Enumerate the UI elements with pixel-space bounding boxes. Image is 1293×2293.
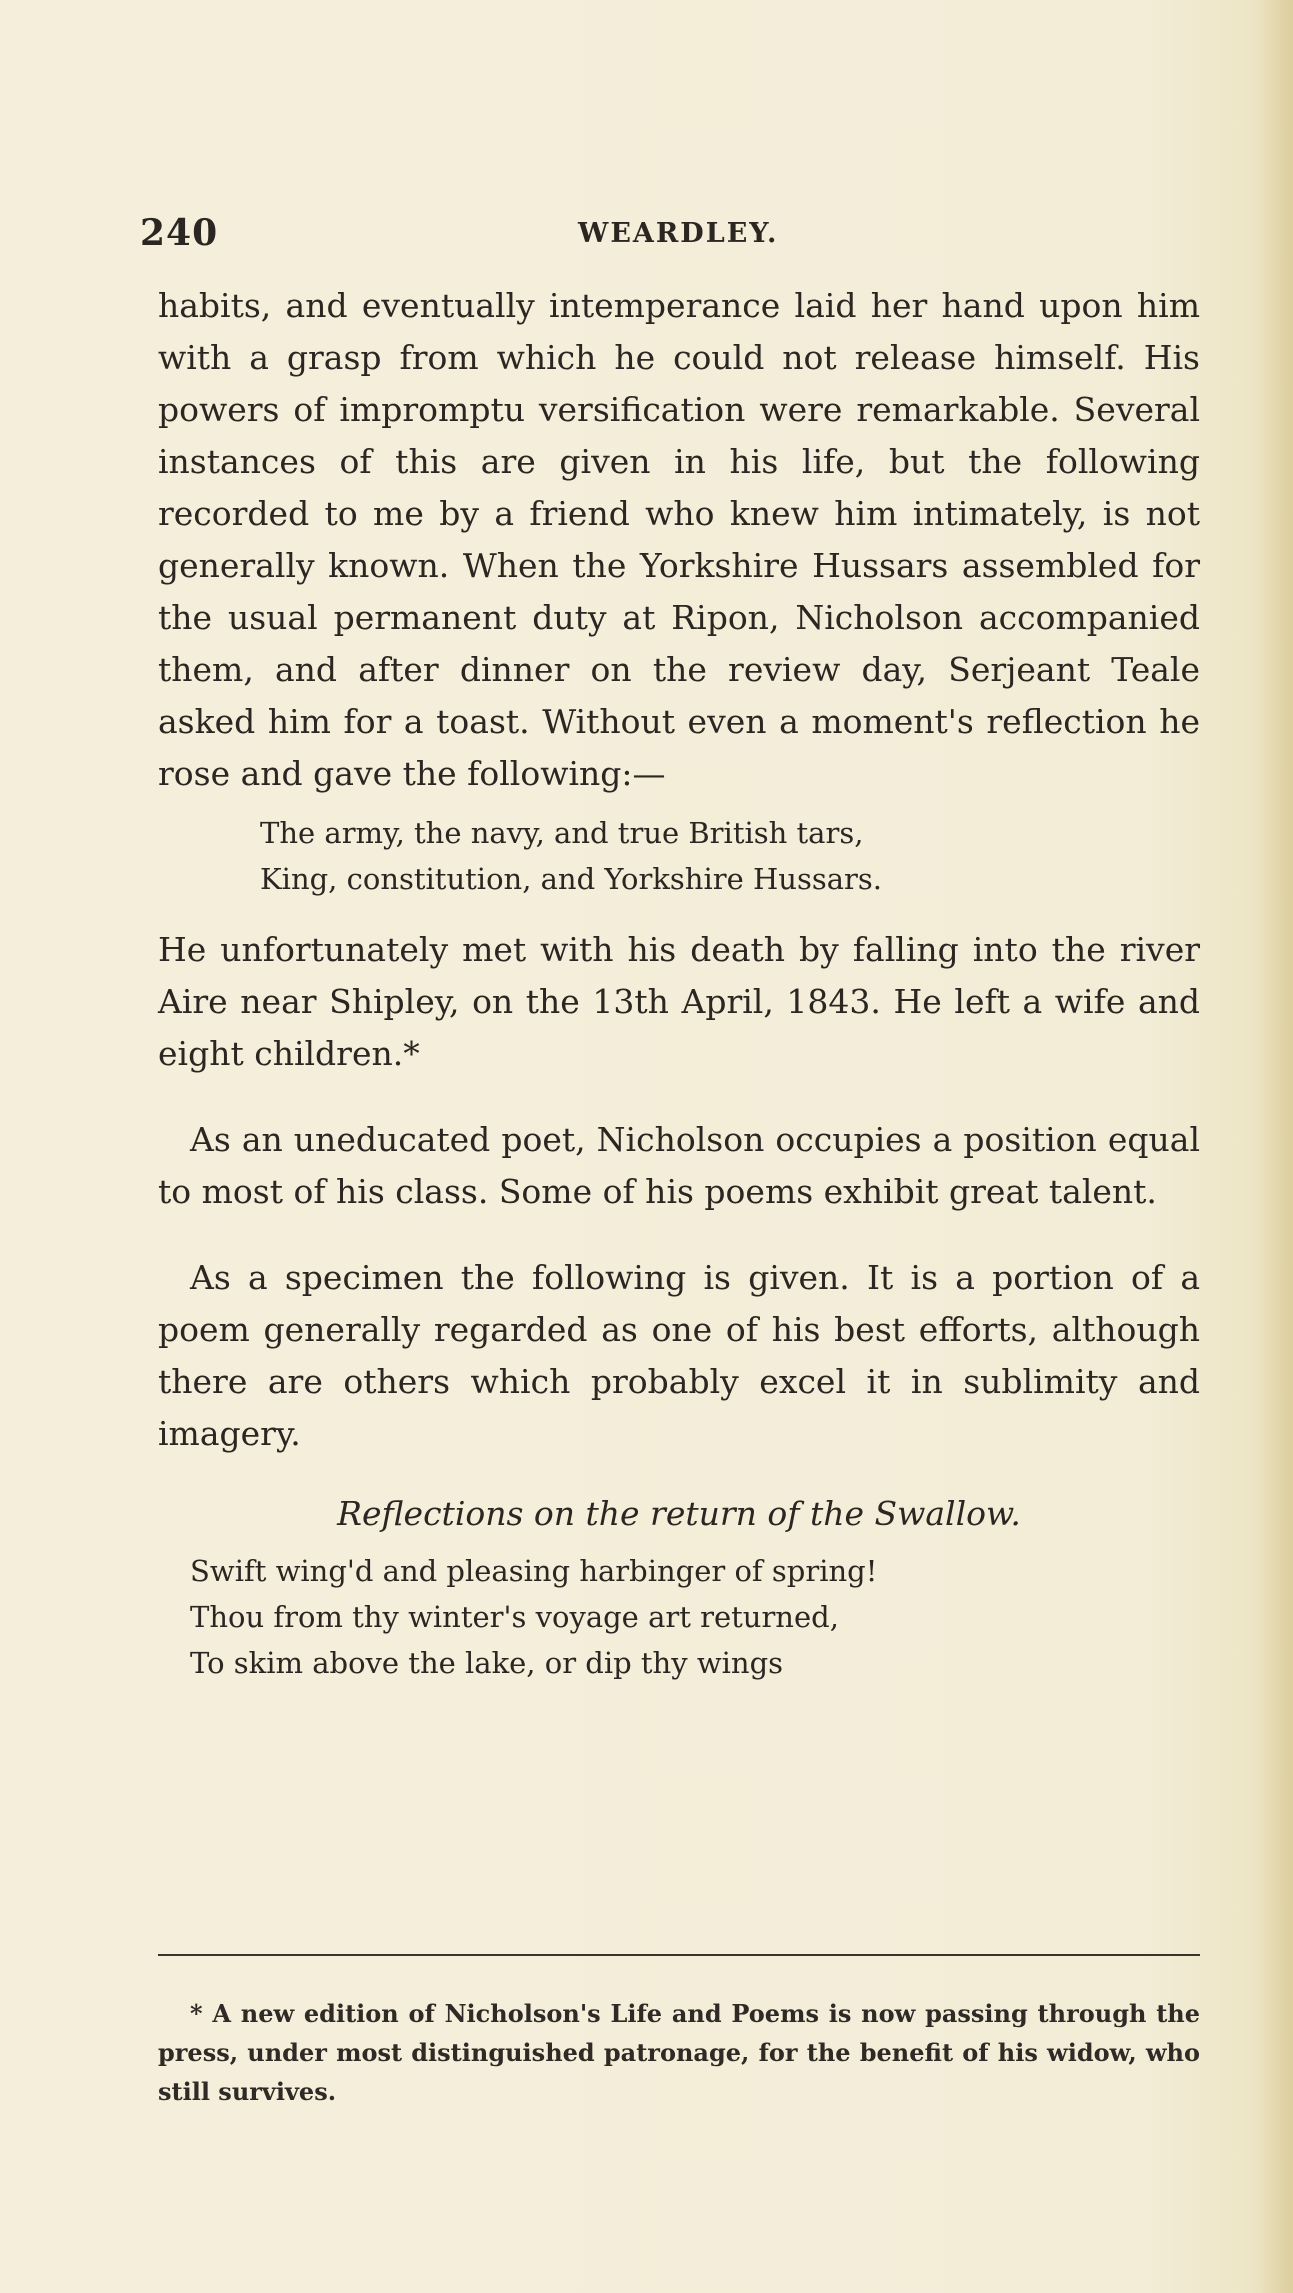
footnote-text: A new edition of Nicholson's Life and Poems is now passing through the press, under most distinguished patronage, for the benefit of his widow, who still survives. [158, 1999, 1201, 2106]
paragraph-death: He unfortunately met with his death by falling into the river Aire near Shipley, on the 13th April, 1843. He left a wife and eight children.* [158, 930, 1200, 1073]
poem-lines [158, 1548, 1200, 1686]
toast-verse [158, 810, 1200, 902]
toast-verse-line: The army, the navy, and true British tars, [260, 816, 864, 850]
page-header [140, 212, 1200, 252]
body-text [158, 280, 1200, 1686]
paragraph-habits: habits, and eventually intemperance laid her hand upon him with a grasp from which he could not release himself. His powers of impromptu versification were remarkable. Several instances of this are given in his life, but the following recorded to me by a friend who knew him intimately, is not generally known. When the Yorkshire Hussars assembled for the usual permanent duty at Ripon, Nicholson accompanied them, and after dinner on the review day, Serjeant Teale asked him for a toast. Without even a moment's reflection he rose and gave the following:— [158, 286, 1200, 793]
page-number: 240 [140, 212, 219, 254]
running-head: WEARDLEY. [578, 218, 779, 249]
paragraph-uneducated-poet: As an uneducated poet, Nicholson occupies a position equal to most of his class. Some of his poems exhibit great talent. [158, 1120, 1200, 1211]
footnote-marker: * [190, 1999, 213, 2028]
poem-title: Reflections on the return of the Swallow. [337, 1494, 1021, 1533]
poem-line: To skim above the lake, or dip thy wings [190, 1646, 784, 1680]
footnote [158, 1994, 1200, 2111]
paragraph-specimen: As a specimen the following is given. It is a portion of a poem generally regarded as one of his best efforts, although there are others which probably excel it in sublimity and imagery. [158, 1258, 1200, 1453]
footnote-divider [158, 1954, 1200, 1956]
poem-line: Swift wing'd and pleasing harbinger of spring! [190, 1554, 878, 1588]
toast-verse-line: King, constitution, and Yorkshire Hussars. [260, 862, 882, 896]
poem-line: Thou from thy winter's voyage art returned, [190, 1600, 839, 1634]
page-edge-shading [1259, 0, 1293, 2293]
